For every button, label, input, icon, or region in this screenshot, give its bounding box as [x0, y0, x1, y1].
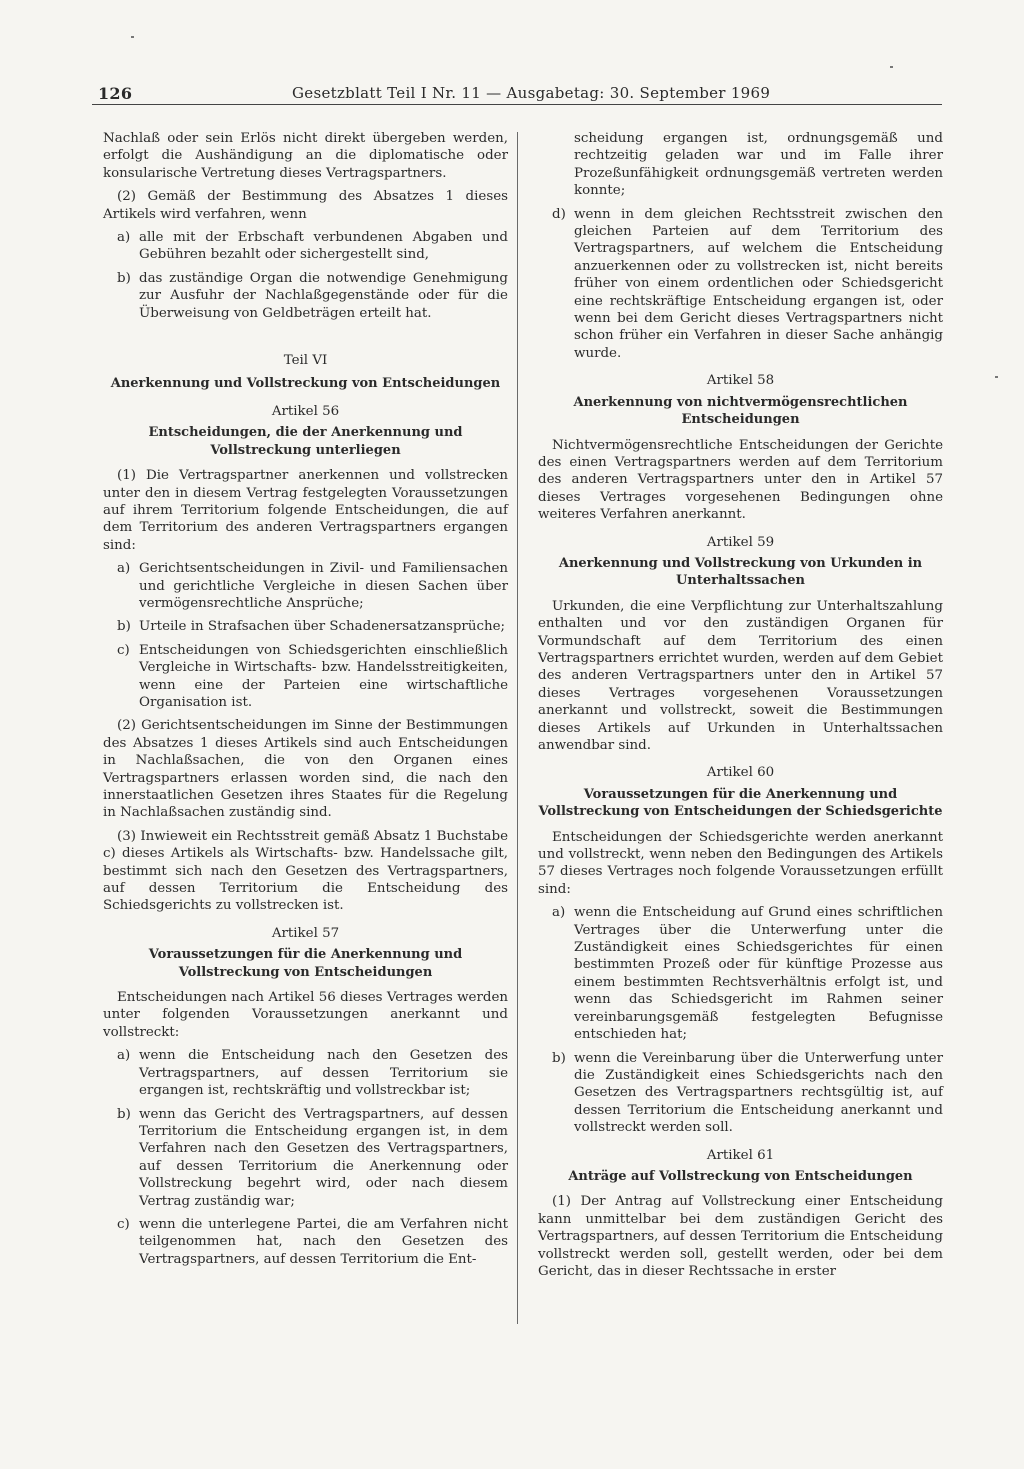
paragraph: (3) Inwieweit ein Rechtsstreit gemäß Absatz 1 Buchstabe c) dieses Artikels als Wirtschafts- bzw. Handelssache gilt, bestimmt sich nach den Gesetzen des Vertragspartners, auf dessen Territorium die Entscheidung des Schiedsgerichts zu vollstrecken ist.: [103, 828, 508, 914]
list-item-text: wenn das Gericht des Vertragspartners, auf dessen Territorium die Entscheidung ergangen ist, in dem Verfahren nach den Gesetzen des Vertragspartners, auf dessen Territorium die Anerkennung oder Vollstreckung begehrt wird, oder nach diesem Vertrag zuständig war;: [139, 1106, 508, 1209]
list-item: [103, 1106, 508, 1210]
list-item-label: b): [117, 1106, 131, 1122]
article-label: Artikel 57: [271, 925, 340, 941]
list-item-text: wenn in dem gleichen Rechtsstreit zwischen den gleichen Parteien auf dem Territorium des Vertragspartners, auf welchem die Entscheidung anzuerkennen oder zu vollstrecken ist, nicht bereits früher von einem ordentlichen oder Schiedsgericht eine rechtskräftige Entscheidung ergangen ist, oder wenn bei dem Gericht dieses Vertragspartners nicht schon früher ein Verfahren in dieser Sache anhängig wurde.: [574, 206, 943, 361]
paragraph: Urkunden, die eine Verpflichtung zur Unterhaltszahlung enthalten und vor den zuständigen Organen für Vormundschaft auf dem Territorium des einen Vertragspartners errichtet wurden, werden auf dem Gebiet des anderen Vertragspartners unter den in Artikel 57 dieses Vertrages vorgesehenen Voraussetzungen anerkannt und vollstreckt, soweit die Bestimmungen dieses Artikels auf Urkunden in Unterhaltssachen anwendbar sind.: [538, 598, 943, 753]
article-label: Artikel 56: [271, 403, 340, 419]
list-item: [103, 229, 508, 264]
paragraph: (1) Die Vertragspartner anerkennen und vollstrecken unter den in diesem Vertrag festgelegten Voraussetzungen auf ihrem Territorium folgende Entscheidungen, die auf dem Territorium des anderen Vertragspartners ergangen sind:: [103, 468, 508, 553]
scan-speck: [890, 66, 893, 68]
paragraph: (2) Gemäß der Bestimmung des Absatzes 1 dieses Artikels wird verfahren, wenn: [103, 189, 508, 222]
list-item-label: c): [117, 642, 130, 658]
scan-speck: [995, 376, 998, 378]
article-label: Artikel 61: [706, 1147, 775, 1163]
article-title: Voraussetzungen für die Anerkennung und Vollstreckung von Entscheidungen: [148, 947, 463, 980]
list-item: [103, 642, 508, 712]
list-item-text: alle mit der Erbschaft verbundenen Abgaben und Gebühren bezahlt oder sichergestellt sind,: [139, 230, 508, 263]
list-item: [538, 904, 943, 1043]
right-column: [538, 130, 943, 1286]
header-title: Gesetzblatt Teil I Nr. 11 — Ausgabetag: 30. September 1969: [292, 84, 771, 102]
list-item-label: b): [117, 619, 131, 635]
list-item: [103, 560, 508, 612]
paragraph: (2) Gerichtsentscheidungen im Sinne der Bestimmungen des Absatzes 1 dieses Artikels sind auch Entscheidungen in Nachlaßsachen, die von den Organen eines Vertragspartners erlassen worden sind, die nach den innerstaatlichen Gesetzen ihres Staates für die Regelung in Nachlaßsachen zuständig sind.: [103, 718, 508, 821]
list-item: [538, 206, 943, 363]
list-item-text: wenn die unterlegene Partei, die am Verfahren nicht teilgenommen hat, nach den Gesetzen des Vertragspartners, auf dessen Territorium die Ent-: [139, 1216, 508, 1267]
list-item-text: Entscheidungen von Schiedsgerichten einschließlich Vergleiche in Wirtschafts- bzw. Handelsstreitigkeiten, wenn eine der Parteien eine wirtschaftliche Organisation ist.: [139, 642, 508, 710]
list-item: [538, 1050, 943, 1137]
list-item: [103, 1216, 508, 1268]
paragraph: Entscheidungen nach Artikel 56 dieses Vertrages werden unter folgenden Voraussetzungen anerkannt und vollstreckt:: [103, 990, 508, 1040]
list-item-text: scheidung ergangen ist, ordnungsgemäß und rechtzeitig geladen war und im Falle ihrer Prozeßunfähigkeit ordnungsgemäß vertreten werden konnte;: [574, 131, 943, 199]
list-item-label: b): [117, 270, 131, 286]
part-label: Teil VI: [283, 353, 328, 369]
part-title: Anerkennung und Vollstreckung von Entscheidungen: [110, 376, 501, 392]
list-item-label: a): [117, 230, 131, 246]
article-title: Anerkennung von nichtvermögensrechtlichen Entscheidungen: [573, 394, 908, 428]
page-number: 126: [98, 84, 133, 103]
list-item-text: Urteile in Strafsachen über Schadenersatzansprüche;: [139, 619, 506, 635]
article-title: Anträge auf Vollstreckung von Entscheidungen: [568, 1168, 913, 1184]
list-item-continuation: [538, 130, 943, 200]
list-item: [103, 270, 508, 322]
list-item-label: a): [117, 1048, 131, 1064]
list-item-text: das zuständige Organ die notwendige Genehmigung zur Ausfuhr der Nachlaßgegenstände oder für die Überweisung von Geldbeträgen erteilt hat.: [139, 270, 508, 321]
list-item: [103, 618, 508, 635]
list-item-label: a): [552, 905, 566, 921]
page-header: [92, 80, 942, 105]
article-title: Anerkennung und Vollstreckung von Urkunden in Unterhaltssachen: [558, 555, 923, 589]
list-item-text: wenn die Entscheidung auf Grund eines schriftlichen Vertrages über die Unterwerfung unter die Zuständigkeit eines Schiedsgerichtes für einen bestimmten Prozeß oder für künftige Prozesse aus einem bestimmten Rechtsverhältnis erfolgt ist, und wenn das Schiedsgericht im Rahmen seiner vereinbarungsgemäß festgelegten Befugnisse entschieden hat;: [574, 905, 943, 1043]
article-title: Voraussetzungen für die Anerkennung und Vollstreckung von Entscheidungen der Schiedsgerichte: [538, 786, 943, 820]
article-label: Artikel 58: [706, 373, 775, 389]
article-label: Artikel 60: [706, 765, 775, 781]
list-item-text: wenn die Entscheidung nach den Gesetzen des Vertragspartners, auf dessen Territorium sie ergangen ist, rechtskräftig und vollstreckbar ist;: [139, 1048, 508, 1099]
article-title: Entscheidungen, die der Anerkennung und Vollstreckung unterliegen: [148, 425, 463, 458]
paragraph: (1) Der Antrag auf Vollstreckung einer Entscheidung kann unmittelbar bei dem zuständigen Gericht des Vertragspartners, auf dessen Territorium die Entscheidung vollstreckt werden soll, gestellt werden, oder bei dem Gericht, das in dieser Rechtssache in erster: [538, 1194, 943, 1279]
list-item-text: wenn die Vereinbarung über die Unterwerfung unter die Zuständigkeit eines Schiedsgerichts nach den Gesetzen des Vertragspartners rechtsgültig ist, auf dessen Territorium die Entscheidung anerkannt und vollstreckt werden soll.: [574, 1050, 943, 1136]
list-item-label: c): [117, 1216, 130, 1232]
list-item-text: Gerichtsentscheidungen in Zivil- und Familiensachen und gerichtliche Vergleiche in diesen Sachen über vermögensrechtliche Ansprüche;: [139, 561, 508, 611]
article-label: Artikel 59: [706, 534, 775, 550]
paragraph: Nichtvermögensrechtliche Entscheidungen der Gerichte des einen Vertragspartners werden auf dem Territorium des anderen Vertragspartners unter den in Artikel 57 dieses Vertrages vorgesehenen Bedingungen ohne weiteres Verfahren anerkannt.: [538, 437, 943, 523]
scan-speck: [131, 36, 134, 38]
list-item-label: d): [552, 206, 566, 222]
paragraph: Entscheidungen der Schiedsgerichte werden anerkannt und vollstreckt, wenn neben den Bedingungen des Artikels 57 dieses Vertrages noch folgende Voraussetzungen erfüllt sind:: [538, 829, 943, 897]
left-column: [103, 130, 508, 1274]
paragraph: Nachlaß oder sein Erlös nicht direkt übergeben werden, erfolgt die Aushändigung an die diplomatische oder konsularische Vertretung dieses Vertragspartners.: [103, 131, 508, 181]
list-item-label: b): [552, 1050, 566, 1066]
list-item: [103, 1047, 508, 1099]
column-divider: [517, 132, 518, 1324]
list-item-label: a): [117, 561, 131, 577]
